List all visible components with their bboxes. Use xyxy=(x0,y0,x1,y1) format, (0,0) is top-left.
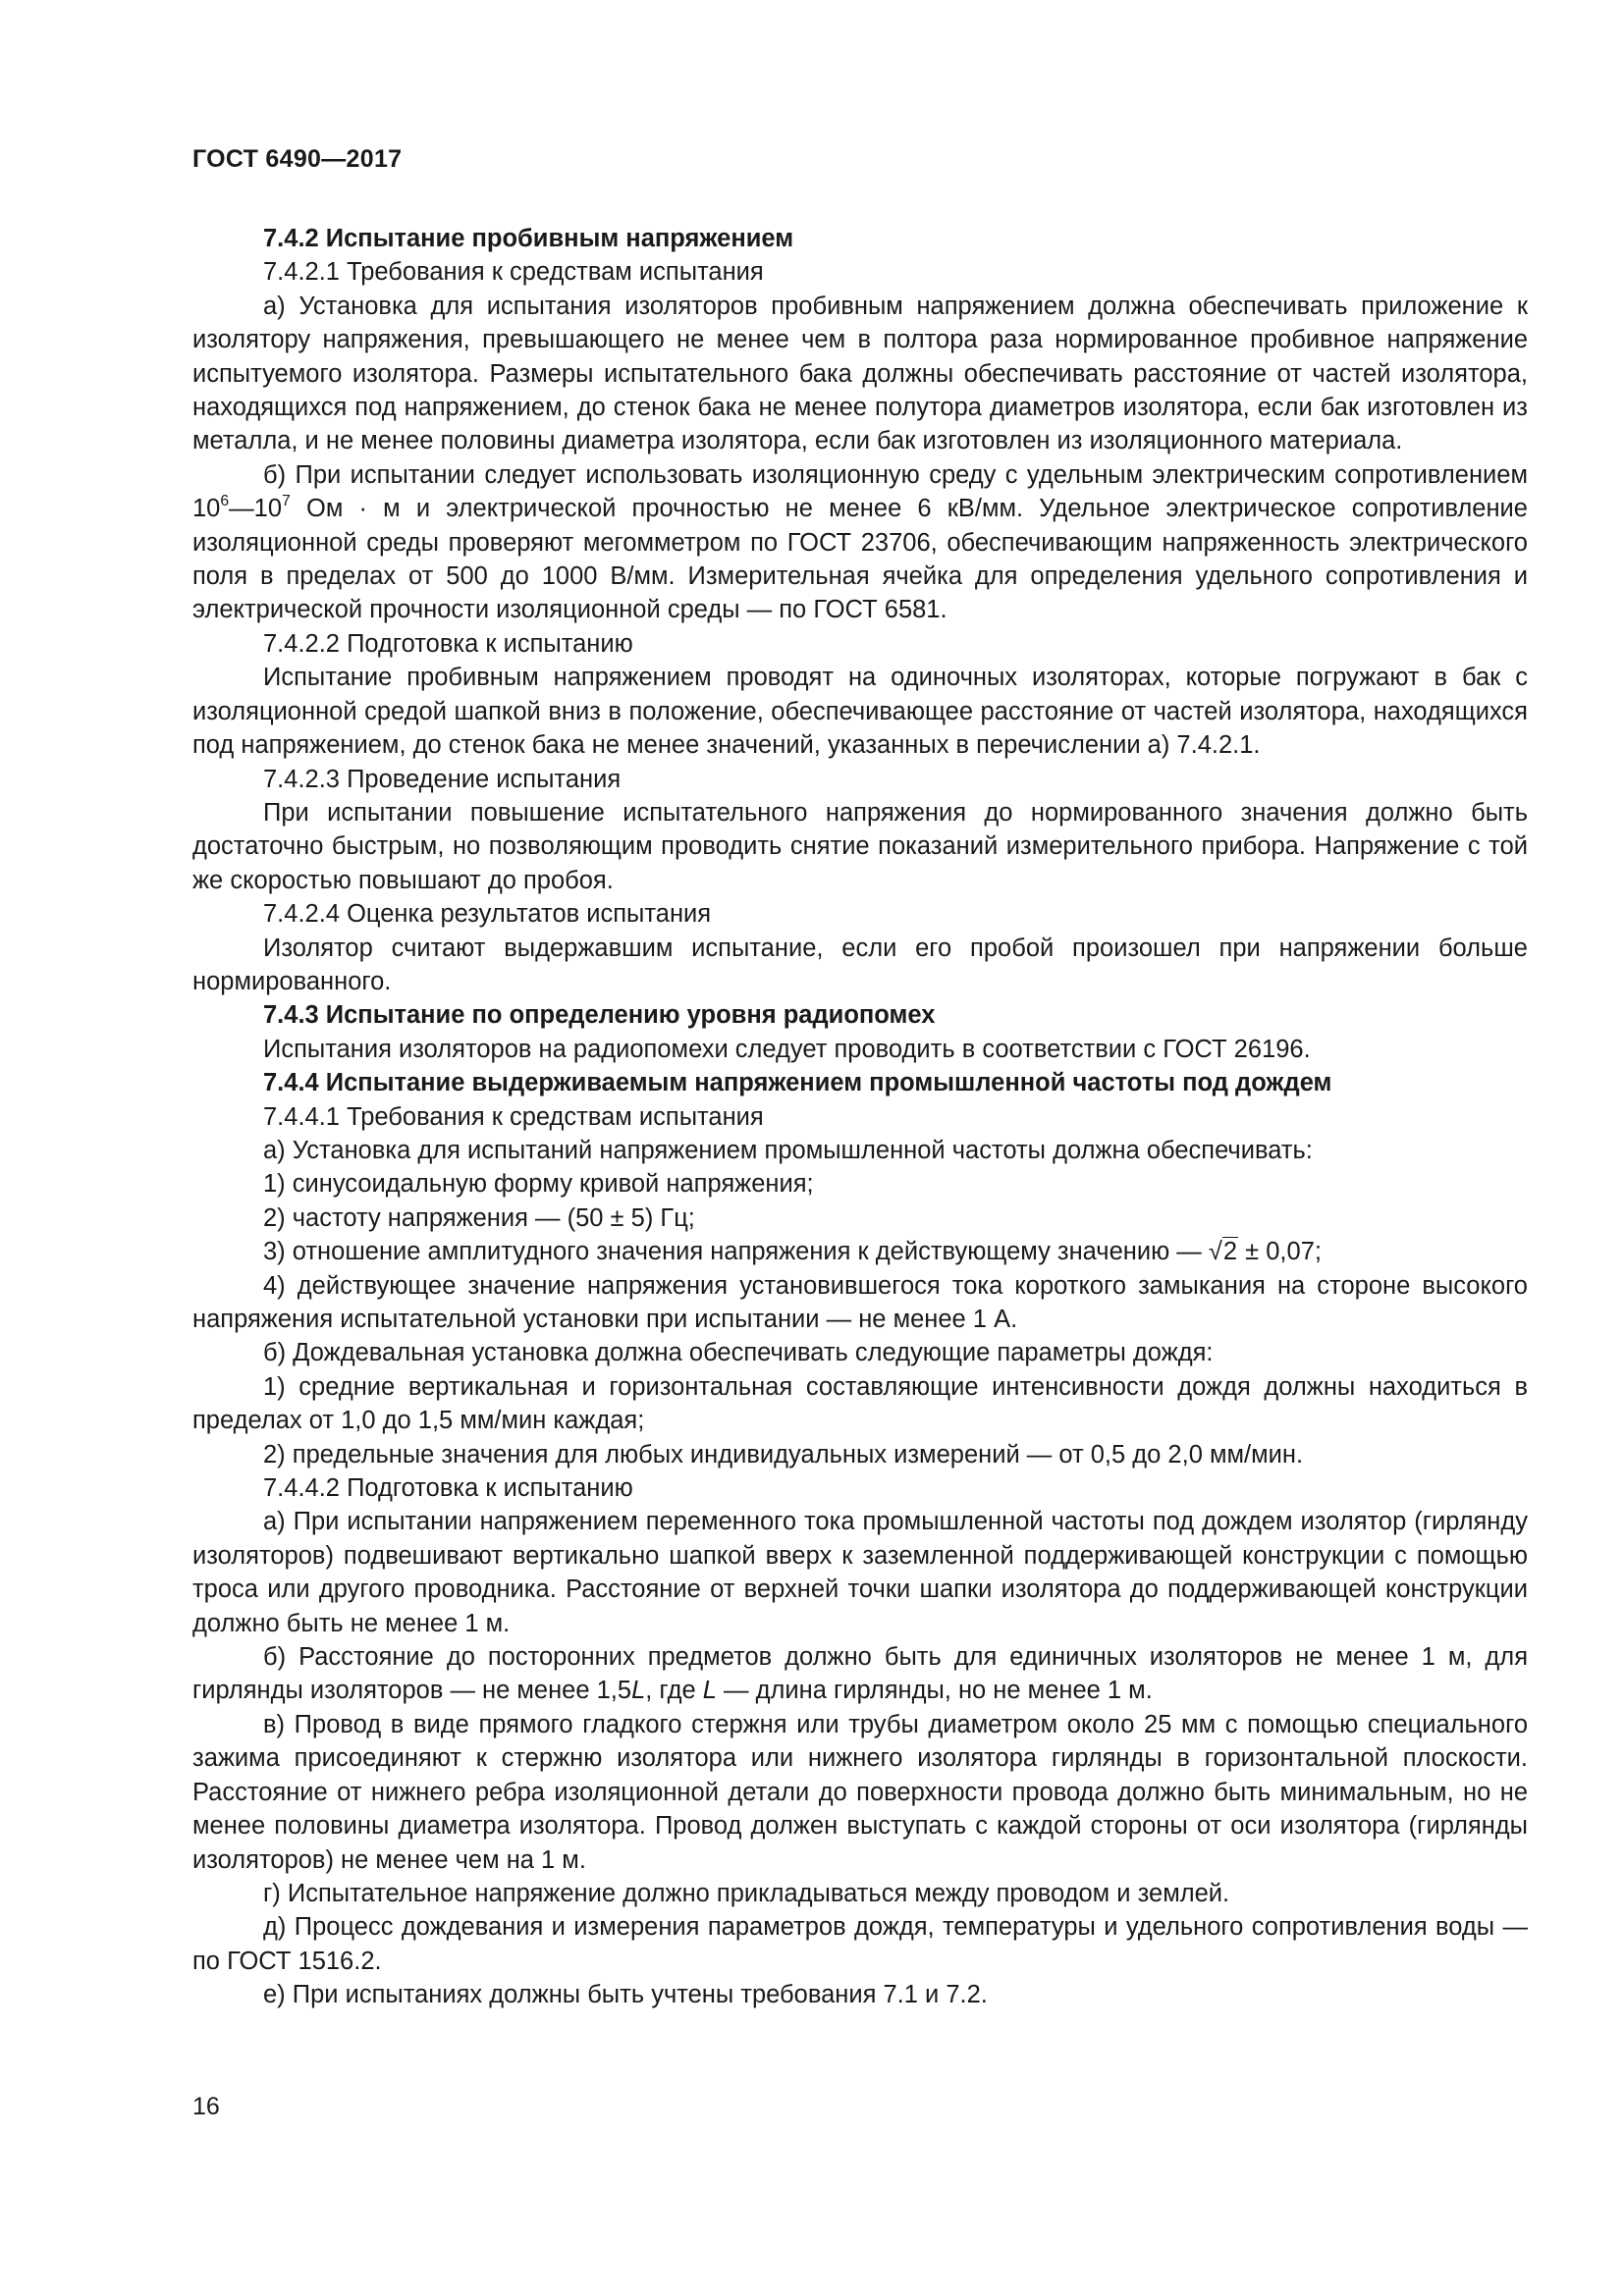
section-7-4-2-3-title: 7.4.2.3 Проведение испытания xyxy=(263,765,622,793)
list-item: 1) синусоидальную форму кривой напряжения; xyxy=(263,1170,814,1199)
text-run: ± 0,07; xyxy=(1238,1238,1322,1266)
paragraph-distance xyxy=(192,1640,1528,1708)
text-run: , где xyxy=(645,1677,703,1705)
document-body xyxy=(192,222,1528,2012)
paragraph: При испытании повышение испытательного напряжения до нормированного значения должно быть достаточно быстрым, но позволяющим проводить снятие показаний измерительного прибора. Напряжение с той же скоростью повышают до пробоя. xyxy=(192,798,1528,894)
list-item: 2) предельные значения для любых индивидуальных измерений — от 0,5 до 2,0 мм/мин. xyxy=(263,1440,1304,1468)
italic-variable: L xyxy=(702,1677,717,1705)
section-7-4-2-2-title: 7.4.2.2 Подготовка к испытанию xyxy=(263,629,633,658)
section-7-4-2-title: 7.4.2 Испытание пробивным напряжением xyxy=(263,225,794,252)
paragraph: а) Установка для испытаний напряжением промышленной частоты должна обеспечивать: xyxy=(263,1136,1313,1164)
paragraph: а) При испытании напряжением переменного тока промышленной частоты под дождем изолятор (гирлянду изоляторов) подвешивают вертикально шапкой вверх к заземленной поддерживающей конструкции с помощью троса или другого проводника. Расстояние от верхней точки шапки изолятора до поддерживающей конструкции должно быть не менее 1 м. xyxy=(192,1508,1528,1637)
section-7-4-2-1-title: 7.4.2.1 Требования к средствам испытания xyxy=(263,258,764,287)
paragraph: в) Провод в виде прямого гладкого стержня или трубы диаметром около 25 мм с помощью специального зажима присоединяют к стержню изолятора или нижнего изолятора гирлянды в горизонтальной плоскости. Расстояние от нижнего ребра изоляционной детали до поверхности провода должно быть минимальным, но не менее половины диаметра изолятора. Провод должен выступать с каждой стороны от оси изолятора (гирлянды изоляторов) не менее чем на 1 м. xyxy=(192,1710,1528,1874)
paragraph: д) Процесс дождевания и измерения параметров дождя, температуры и удельного сопротивления воды — по ГОСТ 1516.2. xyxy=(192,1913,1528,1975)
section-7-4-2-4-title: 7.4.2.4 Оценка результатов испытания xyxy=(263,900,712,929)
paragraph: Испытание пробивным напряжением проводят на одиночных изоляторах, которые погружают в бак с изоляционной средой шапкой вниз в положение, обеспечивающее расстояние от частей изолятора, находящихся под напряжением, до стенок бака не менее значений, указанных в перечислении а) 7.4.2.1. xyxy=(192,664,1528,760)
paragraph: Испытания изоляторов на радиопомехи следует проводить в соответствии с ГОСТ 26196. xyxy=(263,1035,1311,1063)
italic-variable: L xyxy=(631,1677,646,1705)
superscript: 7 xyxy=(282,493,291,510)
list-item-sqrt xyxy=(192,1235,1528,1268)
paragraph: а) Установка для испытания изоляторов пробивным напряжением должна обеспечивать приложение к изолятору напряжения, превышающего не менее чем в полтора раза нормированное пробивное напряжение испытуемого изолятора. Размеры испытательного бака должны обеспечивать расстояние от частей изолятора, находящихся под напряжением, до стенок бака не менее полутора диаметров изолятора, если бак изготовлен из металла, и не менее половины диаметра изолятора, если бак изготовлен из изоляционного материала. xyxy=(192,292,1528,455)
paragraph: е) При испытаниях должны быть учтены требования 7.1 и 7.2. xyxy=(263,1981,988,2009)
text-run: — длина гирлянды, но не менее 1 м. xyxy=(716,1677,1153,1705)
page-number: 16 xyxy=(192,2093,220,2120)
text-run: б) Расстояние до посторонних предметов должно быть для единичных изоляторов не менее 1 м, для гирлянды изоляторов — не менее 1,5 xyxy=(192,1643,1528,1705)
paragraph: б) Дождевальная установка должна обеспечивать следующие параметры дождя: xyxy=(263,1339,1214,1367)
section-7-4-4-title: 7.4.4 Испытание выдерживаемым напряжением промышленной частоты под дождем xyxy=(263,1069,1332,1097)
text-run: —10 xyxy=(229,495,283,523)
list-item: 1) средние вертикальная и горизонтальная составляющие интенсивности дождя должны находиться в пределах от 1,0 до 1,5 мм/мин каждая; xyxy=(192,1372,1528,1435)
document-header: ГОСТ 6490—2017 xyxy=(192,145,403,173)
paragraph: г) Испытательное напряжение должно прикладываться между проводом и землей. xyxy=(263,1879,1230,1907)
paragraph: Изолятор считают выдержавшим испытание, если его пробой произошел при напряжении больше нормированного. xyxy=(192,934,1528,995)
text-run: б) При испытании следует использовать изоляционную среду с удельным электрическим сопротивлением 10 xyxy=(192,460,1528,523)
text-run: 3) отношение амплитудного значения напряжения к действующему значению — xyxy=(263,1238,1209,1266)
text-run: Ом · м и электрической прочностью не менее 6 кВ/мм. Удельное электрическое сопротивление изоляционной среды проверяют мегомметром по ГОСТ 23706, обеспечивающим напряженность электрического поля в пределах от 500 до 1000 В/мм. Измерительная ячейка для определения удельного сопротивления и электрической прочности изоляционной среды — по ГОСТ 6581. xyxy=(192,495,1528,624)
superscript: 6 xyxy=(220,493,230,510)
sqrt-symbol: √2 xyxy=(1208,1238,1238,1266)
section-7-4-4-1-title: 7.4.4.1 Требования к средствам испытания xyxy=(263,1102,764,1131)
section-7-4-4-2-title: 7.4.4.2 Подготовка к испытанию xyxy=(263,1474,633,1503)
list-item: 4) действующее значение напряжения установившегося тока короткого замыкания на стороне высокого напряжения испытательной установки при испытании — не менее 1 А. xyxy=(192,1271,1528,1333)
list-item: 2) частоту напряжения — (50 ± 5) Гц; xyxy=(263,1203,695,1232)
section-7-4-3-title: 7.4.3 Испытание по определению уровня радиопомех xyxy=(263,1001,936,1030)
sqrt-radicand: 2 xyxy=(1222,1238,1238,1266)
paragraph-resistivity xyxy=(192,458,1528,627)
